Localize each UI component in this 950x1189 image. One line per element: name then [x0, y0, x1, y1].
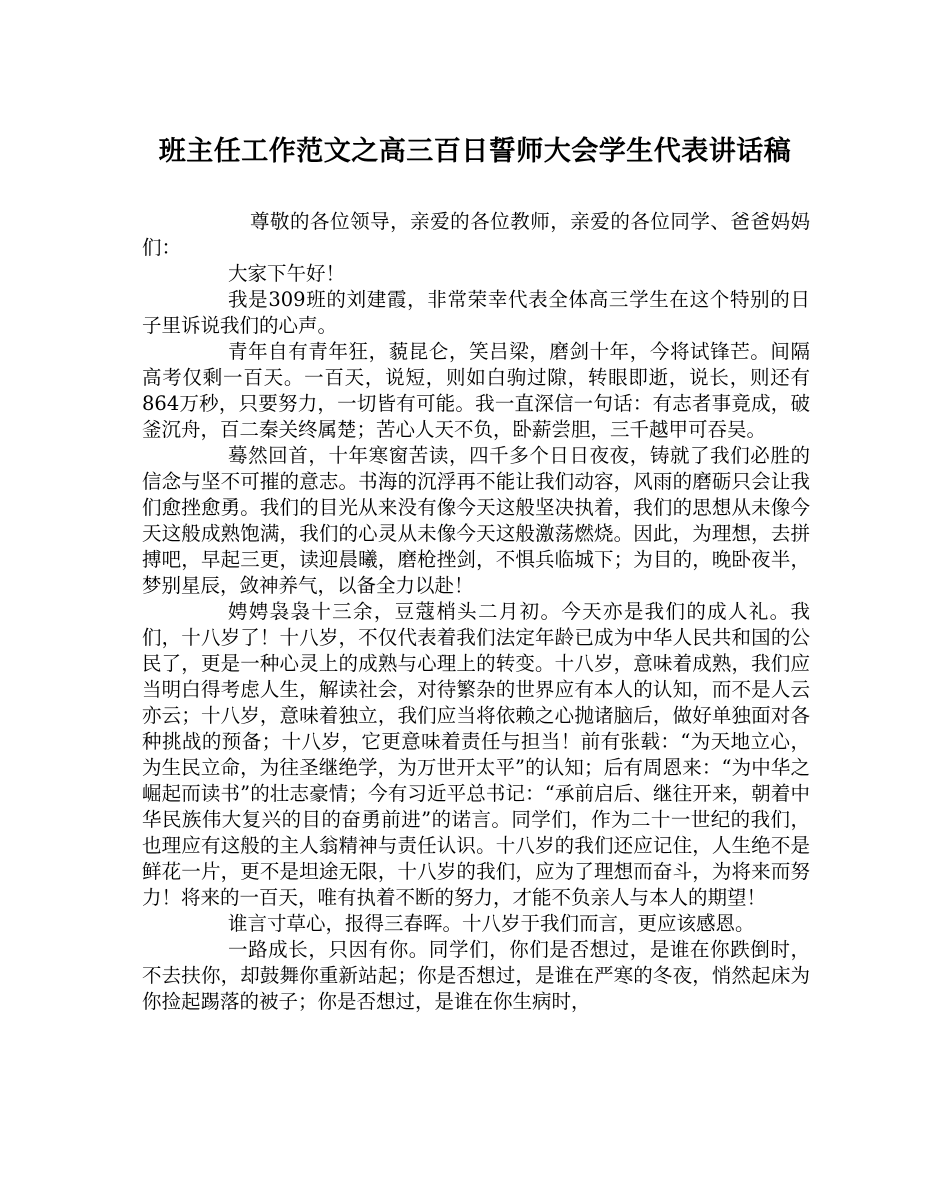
document-title: 班主任工作范文之高三百日誓师大会学生代表讲话稿 — [158, 136, 792, 167]
paragraph: 娉娉袅袅十三余，豆蔻梢头二月初。今天亦是我们的成人礼。我们，十八岁了！十八岁，不仅代表着我们法定年龄已成为中华人民共和国的公民了，更是一种心灵上的成熟与心理上的转变。十八岁，意味着成熟，我们应当明白得考虑人生，解读社会，对待繁杂的世界应有本人的认知，而不是人云亦云；十八岁，意味着独立，我们应当将依赖之心抛诸脑后，做好单独面对各种挑战的预备；十八岁，它更意味着责任与担当！前有张载：“为天地立心，为生民立命，为往圣继绝学，为万世开太平”的认知；后有周恩来：“为中华之崛起而读书”的壮志豪情；今有习近平总书记：“承前启后、继往开来，朝着中华民族伟大复兴的目的奋勇前进”的诺言。同学们，作为二十一世纪的我们，也理应有这般的主人翁精神与责任认识。十八岁的我们还应记住，人生绝不是鲜花一片，更不是坦途无限，十八岁的我们，应为了理想而奋斗，为将来而努力！将来的一百天，唯有执着不断的努力，才能不负亲人与本人的期望！ — [142, 600, 810, 909]
paragraph-greeting: 大家下午好！ — [228, 262, 346, 285]
paragraph: 谁言寸草心，报得三春晖。十八岁于我们而言，更应该感恩。 — [228, 912, 755, 935]
paragraph: 青年自有青年狂，藐昆仑，笑吕梁，磨剑十年，今将试锋芒。间隔高考仅剩一百天。一百天，说短，则如白驹过隙，转眼即逝，说长，则还有864万秒，只要努力，一切皆有可能。我一直深信一句话：有志者事竟成，破釜沉舟，百二秦关终属楚；苦心人天不负，卧薪尝胆，三千越甲可吞吴。 — [142, 340, 810, 441]
document-body — [142, 209, 810, 1015]
paragraph-salutation: 尊敬的各位领导，亲爱的各位教师，亲爱的各位同学、爸爸妈妈们： — [142, 210, 810, 259]
paragraph: 一路成长，只因有你。同学们，你们是否想过，是谁在你跌倒时，不去扶你，却鼓舞你重新站起；你是否想过，是谁在严寒的冬夜，悄然起床为你捡起踢落的被子；你是否想过，是谁在你生病时， — [142, 938, 810, 1013]
paragraph-introduction: 我是309班的刘建霞，非常荣幸代表全体高三学生在这个特别的日子里诉说我们的心声。 — [142, 288, 810, 337]
paragraph: 蓦然回首，十年寒窗苦读，四千多个日日夜夜，铸就了我们必胜的信念与坚不可摧的意志。书海的沉浮再不能让我们动容，风雨的磨砺只会让我们愈挫愈勇。我们的目光从来没有像今天这般坚决执着，我们的思想从未像今天这般成熟饱满，我们的心灵从未像今天这般激荡燃烧。因此，为理想，去拼搏吧，早起三更，读迎晨曦，磨枪挫剑，不惧兵临城下；为目的，晚卧夜半，梦别星辰，敛神养气，以备全力以赴！ — [142, 444, 810, 597]
